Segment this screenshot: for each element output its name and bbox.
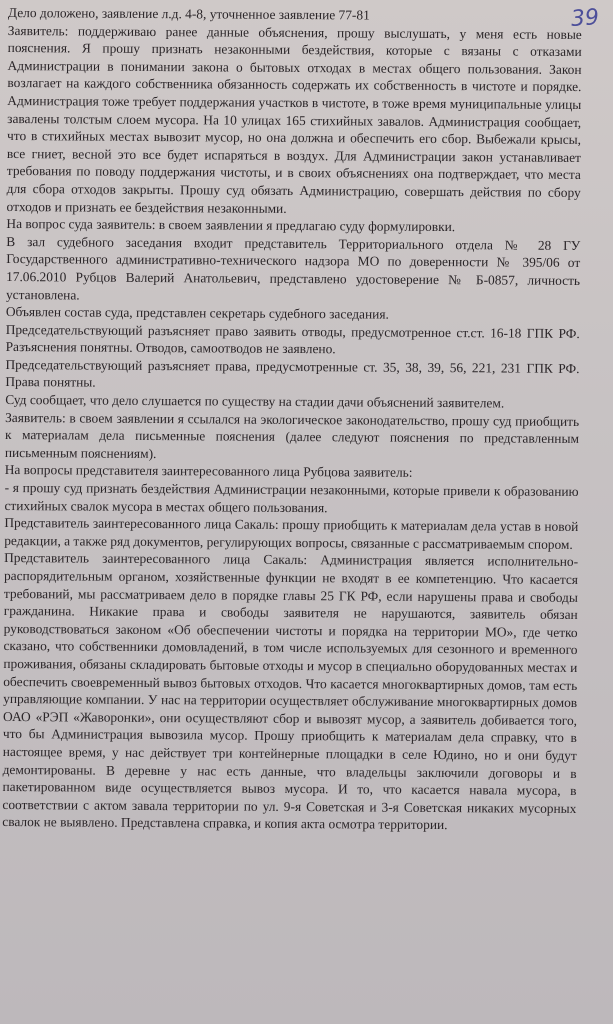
document-body	[2, 4, 582, 835]
paragraph-rubtsov-questions: На вопросы представителя заинтересованного лица Рубцова заявитель:	[4, 462, 413, 481]
paragraph-applicant-statement: Заявитель: поддерживаю ранее данные объяснения, прошу выслушать, у меня есть новые пояснения. Я прошу признать незаконными бездействия, которые с вязаны с отказами Администрации в понимании закона о бытовых отходах в местах общего пользования. Закон возлагает на каждого собственника обязанность содержать их собственность в чистоте и порядке. Администрация тоже требует поддержания участков в чистоте, в тоже время муниципальные улицы завалены толстым слоем мусора. На 10 улицах 165 стихийных завалов. Администрация сообщает, что в стихийных местах вывозит мусор, но она должна и обеспечить его сбор. Выбежали крысы, все гниет, весной это все будет испаряться в воздух. Для Администрации закон устанавливает требования по поводу поддержания чистоты, и в своих объяснениях она подтверждает, что места для сбора отходов закрыты. Прошу суд обязать Администрацию, совершать действия по сбору отходов и признать ее бездействия незаконными.	[6, 22, 582, 216]
paragraph-sakal-explanation: Представитель заинтересованного лица Сакаль: Администрация является исполнительно-распорядительным органом, хозяйственные функции не входят в ее компетенцию. Что касается требований, мы рассматриваем дело в порядке главы 25 ГК РФ, если нарушены права и свободы гражданина. Никакие права и свободы заявителя не нарушаются, заявитель обязан руководствоваться законом «Об обеспечении чистоты и порядка на территории МО», где четко сказано, что собственники домовладений, в том числе используемых для сезонного и временного проживания, обязаны складировать бытовые отходы и мусор в специально оборудованных местах и обеспечить своевременный вывоз бытовых отходов. Что касается многоквартирных домов, там есть управляющие компании. У нас на территории осуществляет обслуживание многоквартирных домов ОАО «РЭП «Жаворонки», они осуществляют сбор и вывозят мусор, а заявитель добивается того, что бы Администрация вывозила мусор. Прошу приобщить к материалам дела справку, что в настоящее время, у нас действует три контейнерные площадки в селе Юдино, но и они будут демонтированы. В деревне у нас есть данные, что владельцы заключили договоры и в пакетированном виде осуществляется вывоз мусора. И то, что касается навала мусора, в соответствии с актом завала территории по ул. 9-я Советская и 3-я Советская никаких мусорных свалок не выявлено. Представлена справка, и копия акта осмотра территории.	[2, 550, 579, 833]
paragraph-sakal-motion: Представитель заинтересованного лица Сакаль: прошу приобщить к материалам дела устав в новой редакции, а также ряд документов, регулирующих вопросы, связанные с рассматриваемым спором.	[4, 515, 579, 552]
paragraph-case-report: Дело доложено, заявление л.д. 4-8, уточненное заявление 77-81	[7, 4, 370, 23]
paragraph-court-composition: Объявлен состав суда, представлен секретарь судебного заседания.	[5, 304, 389, 322]
paragraph-court-announcement: Суд сообщает, что дело слушается по существу на стадии дачи объяснений заявителем.	[5, 392, 505, 411]
paragraph-court-question: На вопрос суда заявитель: в своем заявлении я предлагаю суду формулировки.	[6, 216, 456, 235]
paragraph-applicant-answer: - я прошу суд признать бездействия Администрации незаконными, которые привели к образованию стихийных свалок мусора в местах общего пользования.	[4, 480, 579, 515]
paragraph-applicant-ecology: Заявитель: в своем заявлении я ссылался на экологическое законодательство, прошу суд приобщить к материалам дела письменные пояснения (далее следуют пояснения по представленным письменным пояснениям).	[4, 409, 580, 461]
paragraph-representative-enters: В зал судебного заседания входит представитель Территориального отдела № 28 ГУ Государственного административно-технического надзора МО по доверенности № 395/06 от 17.06.2010 Рубцов Валерий Анатольевич, представлено удостоверение № Б-0857, личность установлена.	[5, 233, 581, 303]
paragraph-procedural-rights: Председательствующий разъясняет права, предусмотренные ст. 35, 38, 39, 56, 221, 231 ГПК РФ. Права понятны.	[5, 356, 580, 391]
paragraph-recusal-rights: Председательствующий разъясняет право заявить отводы, предусмотренное ст.ст. 16-18 ГПК РФ. Разъяснения понятны. Отводов, самоотводов не заявлено.	[5, 321, 580, 357]
page-number: 39	[570, 5, 600, 32]
